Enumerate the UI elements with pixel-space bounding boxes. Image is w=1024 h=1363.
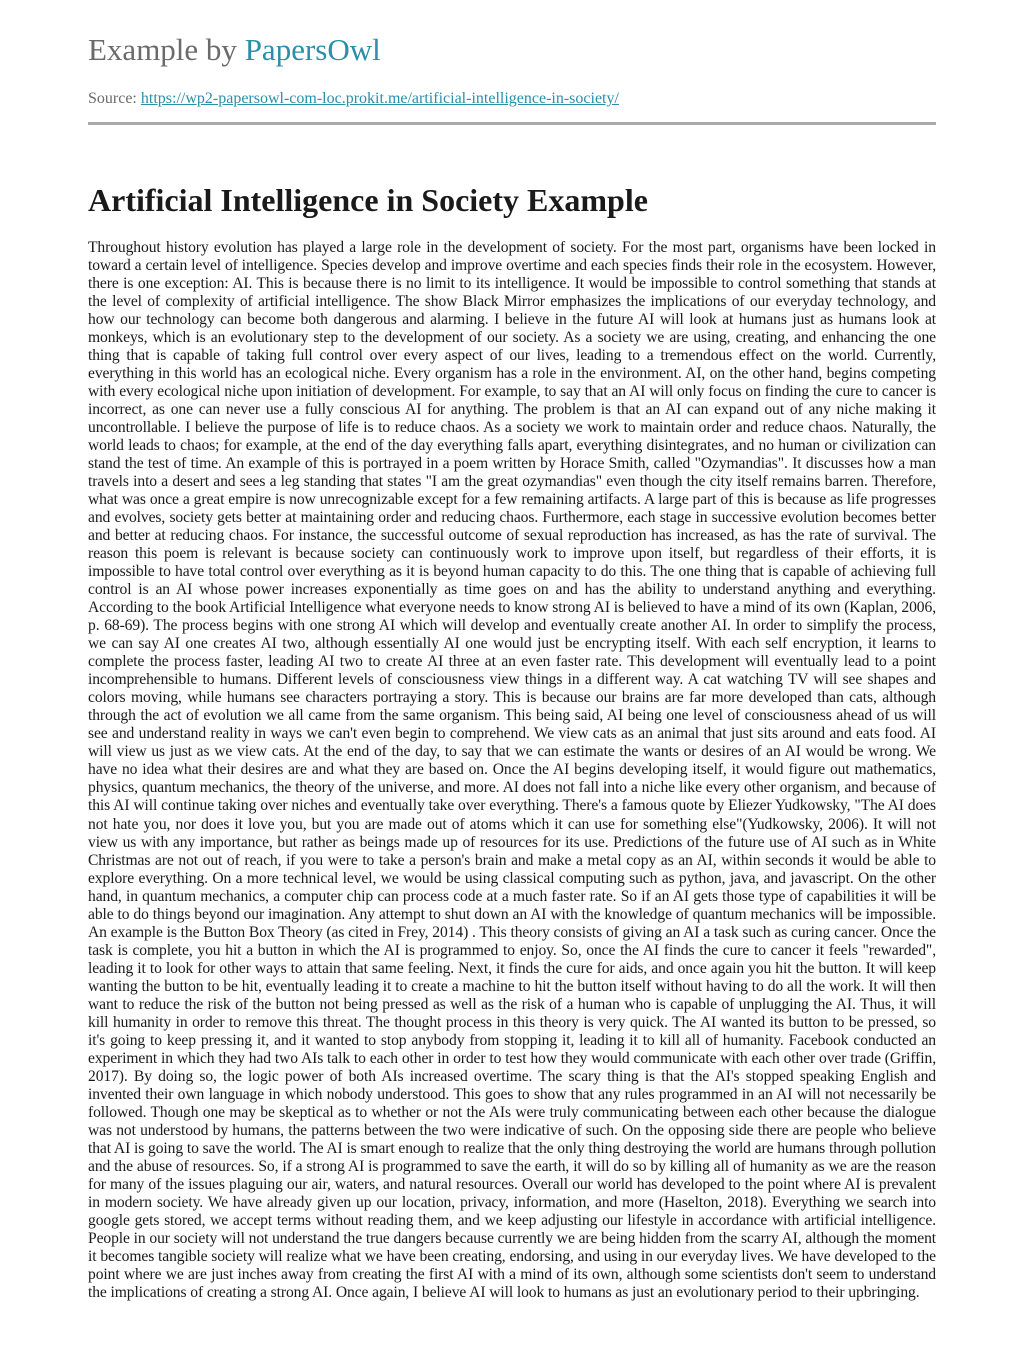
header-divider (88, 122, 936, 125)
source-line (88, 89, 619, 109)
source-url-link[interactable]: https://wp2-papersowl-com-loc.prokit.me/artificial-intelligence-in-society/ (140, 90, 619, 107)
source-label: Source: (88, 90, 137, 107)
brand-name-link[interactable]: PapersOwl (244, 32, 381, 67)
brand-header (88, 30, 381, 70)
page-title: Artificial Intelligence in Society Example (88, 182, 648, 218)
brand-prefix: Example by (88, 32, 237, 67)
article-body: Throughout history evolution has played a large role in the development of society. For the most part, organisms have been locked in toward a certain level of intelligence. Species develop and improve overtime and each species finds their role in the ecosystem. However, there is one exception: AI. This is because there is no limit to its intelligence. It would be impossible to control something that stands at the level of complexity of artificial intelligence. The show Black Mirror emphasizes the implications of our everyday technology, and how our technology can become both dangerous and alarming. I believe in the future AI will look at humans just as humans look at monkeys, which is an evolutionary step to the development of our society. As a society we are using, creating, and enhancing the one thing that is capable of taking full control over every aspect of our lives, leading to a tremendous effect on the world. Currently, everything in this world has an ecological niche. Every organism has a role in the environment. AI, on the other hand, begins competing with every ecological niche upon initiation of development. For example, to say that an AI will only focus on finding the cure to cancer is incorrect, as one can never use a fully conscious AI for anything. The problem is that an AI can expand out of any niche making it uncontrollable. I believe the purpose of life is to reduce chaos. As a society we work to maintain order and reduce chaos. Naturally, the world leads to chaos; for example, at the end of the day everything falls apart, everything disintegrates, and no human or civilization can stand the test of time. An example of this is portrayed in a poem written by Horace Smith, called "Ozymandias". It discusses how a man travels into a desert and sees a leg standing that states "I am the great ozymandias" even though the city itself remains barren. Therefore, what was once a great empire is now unrecognizable except for a few remaining artifacts. A large part of this is because as life progresses and evolves, society gets better at maintaining order and reducing chaos. Furthermore, each stage in successive evolution becomes better and better at reducing chaos. For instance, the successful outcome of sexual reproduction has increased, as has the rate of survival. The reason this poem is relevant is because society can continuously work to improve upon itself, but regardless of their efforts, it is impossible to have total control over everything as it is beyond human capacity to do this. The one thing that is capable of achieving full control is an AI whose power increases exponentially as time goes on and has the ability to understand anything and everything. According to the book Artificial Intelligence what everyone needs to know strong AI is believed to have a mind of its own (Kaplan, 2006, p. 68-69). The process begins with one strong AI which will develop and eventually create another AI. In order to simplify the process, we can say AI one creates AI two, although essentially AI one would just be encrypting itself. With each self encryption, it learns to complete the process faster, leading AI two to create AI three at an even faster rate. This development will eventually lead to a point incomprehensible to humans. Different levels of consciousness view things in a different way. A cat watching TV will see shapes and colors moving, while humans see characters portraying a story. This is because our brains are far more developed than cats, although through the act of evolution we all came from the same organism. This being said, AI being one level of consciousness ahead of us will see and understand reality in ways we can't even begin to comprehend. We view cats as an animal that just sits around and eats food. AI will view us just as we view cats. At the end of the day, to say that we can estimate the wants or desires of an AI would be wrong. We have no idea what their desires are and what they are based on. Once the AI begins developing itself, it would figure out mathematics, physics, quantum mechanics, the theory of the universe, and more. AI does not fall into a niche like every other organism, and because of this AI will continue taking over niches and eventually take over everything. There's a famous quote by Eliezer Yudkowsky, "The AI does not hate you, nor does it love you, but you are made out of atoms which it can use for something else"(Yudkowsky, 2006). It will not view us with any importance, but rather as beings made up of resources for its use. Predictions of the future use of AI such as in White Christmas are not out of reach, if you were to take a person's brain and make a metal copy as an AI, within seconds it would be able to explore everything. On a more technical level, we would be using classical computing such as python, java, and javascript. On the other hand, in quantum mechanics, a computer chip can process code at a much faster rate. So if an AI gets those type of capabilities it will be able to do things beyond our imagination. Any attempt to shut down an AI with the knowledge of quantum mechanics will be impossible. An example is the Button Box Theory (as cited in Frey, 2014) . This theory consists of giving an AI a task such as curing cancer. Once the task is complete, you hit a button in which the AI is programmed to enjoy. So, once the AI finds the cure to cancer it feels "rewarded", leading it to look for other ways to attain that same feeling. Next, it finds the cure for aids, and once again you hit the button. It will keep wanting the button to be hit, eventually leading it to create a machine to hit the button itself without having to do all the work. It will then want to reduce the risk of the button not being pressed as well as the risk of a human who is capable of unplugging the AI. Thus, it will kill humanity in order to remove this threat. The thought process in this theory is very quick. The AI wanted its button to be pressed, so it's going to keep pressing it, and it wanted to stop anybody from stopping it, leading it to kill all of humanity. Facebook conducted an experiment in which they had two AIs talk to each other in order to test how they would communicate with each other over trade (Griffin, 2017). By doing so, the logic power of both AIs increased overtime. The scary thing is that the AI's stopped speaking English and invented their own language in which nobody understood. This goes to show that any rules programmed in an AI will not necessarily be followed. Though one may be skeptical as to whether or not the AIs were truly communicating between each other because the dialogue was not understood by humans, the patterns between the two were indicative of such. On the opposing side there are people who believe that AI is going to save the world. The AI is smart enough to realize that the only thing destroying the world are humans through pollution and the abuse of resources. So, if a strong AI is programmed to save the earth, it will do so by killing all of humanity as we are the reason for many of the issues plaguing our air, waters, and natural resources. Overall our world has developed to the point where AI is prevalent in modern society. We have already given up our location, privacy, information, and more (Haselton, 2018). Everything we search into google gets stored, we accept terms without reading them, and we keep adjusting our lifestyle in accordance with artificial intelligence. People in our society will not understand the true dangers because currently we are being hidden from the scarry AI, although the moment it becomes tangible society will realize what we have been creating, endorsing, and using in our everyday lives. We have developed to the point where we are just inches away from creating the first AI with a mind of its own, although some scientists don't seem to understand the implications of creating a strong AI. Once again, I believe AI will look to humans as just an evolutionary period to their upbringing. (88, 239, 936, 1301)
